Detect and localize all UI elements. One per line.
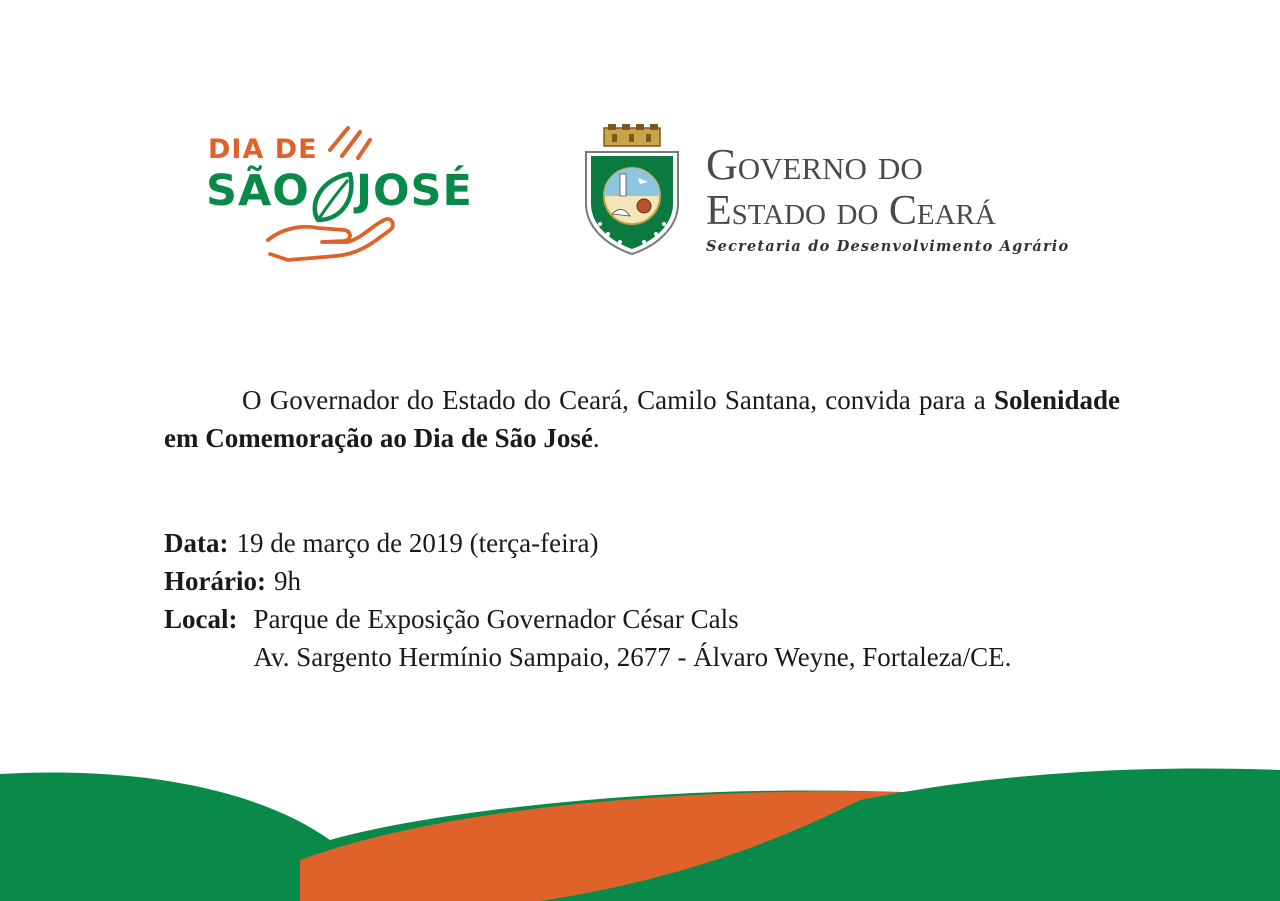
place-row — [164, 600, 1011, 676]
dia-de-sao-jose-logo — [196, 118, 486, 268]
logo-word-sao: SÃO — [206, 166, 310, 216]
invitation-intro: O Governador do Estado do Ceará, Camilo Santana, convida para a — [242, 385, 994, 415]
event-details — [164, 524, 1011, 676]
ceara-coat-of-arms-icon — [582, 124, 682, 256]
logo-word-jose: JOSÉ — [356, 166, 473, 216]
event-name: Solenidade em Comemoração ao Dia de São José — [164, 385, 1120, 453]
date-value: 19 de março de 2019 (terça-feira) — [236, 528, 599, 558]
place-line-1: Parque de Exposição Governador César Cals — [253, 604, 739, 634]
time-row — [164, 562, 1011, 600]
place-line-2: Av. Sargento Hermínio Sampaio, 2677 - Álvaro Weyne, Fortaleza/CE. — [253, 642, 1012, 672]
decorative-wave-footer — [0, 760, 1280, 901]
date-row — [164, 524, 1011, 562]
government-line-2: Estado do Ceará — [706, 188, 996, 234]
government-subtitle: Secretaria do Desenvolvimento Agrário — [706, 238, 1070, 255]
invitation-end: . — [592, 423, 600, 453]
invitation-paragraph — [164, 381, 1120, 457]
time-value: 9h — [273, 566, 301, 596]
government-line-1: Governo do — [706, 140, 923, 189]
date-label: Data: — [164, 528, 229, 558]
place-label: Local: — [164, 604, 238, 634]
logo-line-dia-de: DIA DE — [208, 134, 318, 165]
government-wordmark — [706, 142, 1086, 255]
time-label: Horário: — [164, 566, 266, 596]
place-value — [254, 600, 1012, 676]
